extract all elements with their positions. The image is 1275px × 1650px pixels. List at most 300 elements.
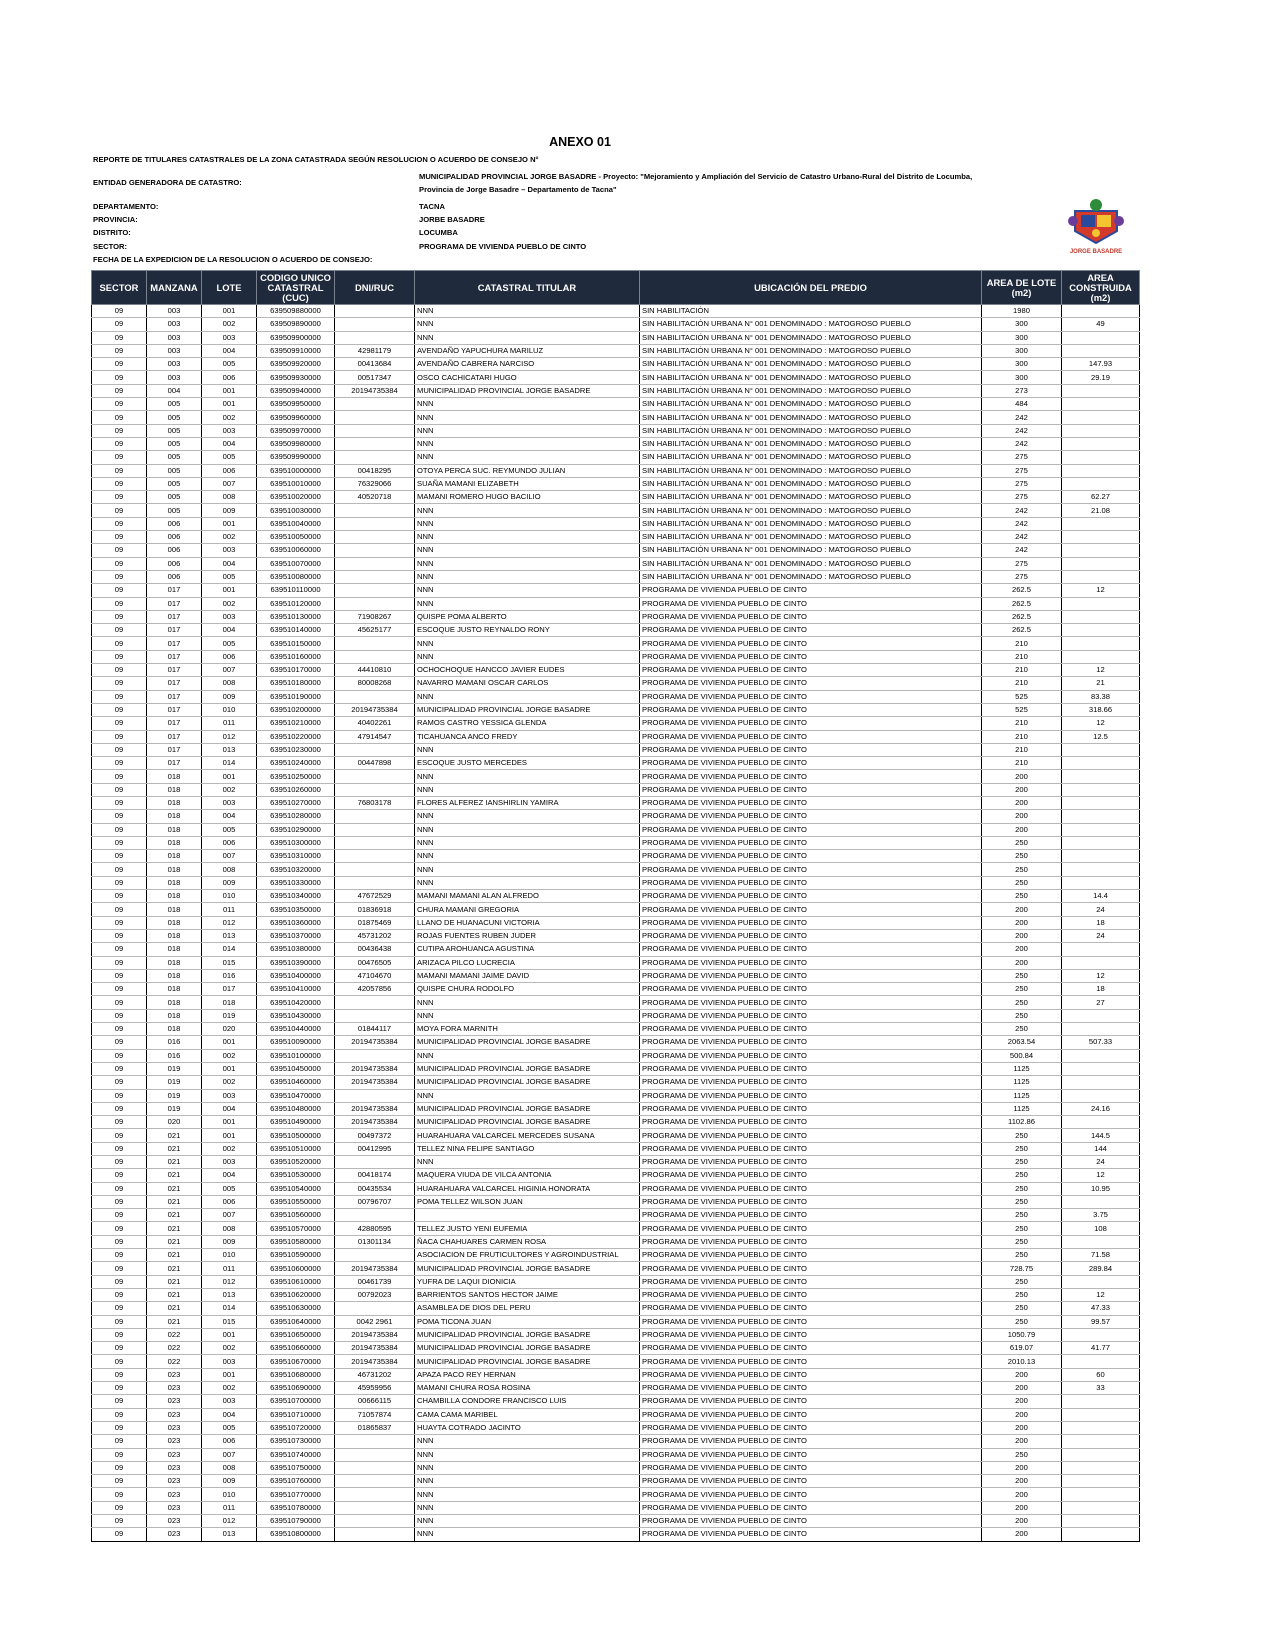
lote-cell: 009 bbox=[202, 504, 257, 517]
table-row bbox=[92, 1262, 1140, 1275]
dni-ruc-cell: 01301134 bbox=[335, 1235, 415, 1248]
entity-label: ENTIDAD GENERADORA DE CATASTRO: bbox=[93, 178, 242, 187]
sector-cell: 09 bbox=[92, 1302, 147, 1315]
area-construida-cell bbox=[1062, 1501, 1140, 1514]
sector-cell: 09 bbox=[92, 1355, 147, 1368]
sector-cell: 09 bbox=[92, 1235, 147, 1248]
area-construida-cell bbox=[1062, 305, 1140, 318]
dni-ruc-cell bbox=[335, 1249, 415, 1262]
cuc-cell: 639510660000 bbox=[257, 1342, 335, 1355]
manzana-cell: 022 bbox=[147, 1328, 202, 1341]
table-row bbox=[92, 1461, 1140, 1474]
cuc-cell: 639510070000 bbox=[257, 557, 335, 570]
lote-cell: 002 bbox=[202, 783, 257, 796]
ubicacion-cell: PROGRAMA DE VIVIENDA PUEBLO DE CINTO bbox=[640, 1501, 982, 1514]
sector-cell: 09 bbox=[92, 1089, 147, 1102]
table-row bbox=[92, 1355, 1140, 1368]
manzana-cell: 003 bbox=[147, 305, 202, 318]
dni-ruc-cell bbox=[335, 544, 415, 557]
manzana-cell: 018 bbox=[147, 810, 202, 823]
cuc-cell: 639510060000 bbox=[257, 544, 335, 557]
lote-cell: 004 bbox=[202, 1408, 257, 1421]
manzana-cell: 006 bbox=[147, 517, 202, 530]
lote-cell: 006 bbox=[202, 464, 257, 477]
manzana-cell: 019 bbox=[147, 1076, 202, 1089]
titular-cell bbox=[415, 1209, 640, 1222]
table-row bbox=[92, 903, 1140, 916]
area-lote-cell: 525 bbox=[982, 690, 1062, 703]
lote-cell: 018 bbox=[202, 996, 257, 1009]
cuc-cell: 639509960000 bbox=[257, 411, 335, 424]
cuc-cell: 639510540000 bbox=[257, 1182, 335, 1195]
manzana-cell: 017 bbox=[147, 730, 202, 743]
dni-ruc-cell bbox=[335, 1501, 415, 1514]
lote-cell: 002 bbox=[202, 597, 257, 610]
entity-value-line2: Provincia de Jorge Basadre – Departamento de Tacna" bbox=[419, 185, 617, 194]
sector-cell: 09 bbox=[92, 1515, 147, 1528]
cuc-cell: 639510500000 bbox=[257, 1129, 335, 1142]
lote-cell: 001 bbox=[202, 1129, 257, 1142]
table-row bbox=[92, 836, 1140, 849]
sector-cell: 09 bbox=[92, 1288, 147, 1301]
dni-ruc-cell bbox=[335, 557, 415, 570]
sector-cell: 09 bbox=[92, 1129, 147, 1142]
area-lote-cell: 250 bbox=[982, 1302, 1062, 1315]
manzana-cell: 005 bbox=[147, 451, 202, 464]
table-row bbox=[92, 504, 1140, 517]
titular-cell: NNN bbox=[415, 1089, 640, 1102]
area-construida-cell bbox=[1062, 1235, 1140, 1248]
titular-cell: NNN bbox=[415, 863, 640, 876]
manzana-cell: 017 bbox=[147, 637, 202, 650]
table-row bbox=[92, 1076, 1140, 1089]
dni-ruc-cell: 44410810 bbox=[335, 664, 415, 677]
area-construida-cell bbox=[1062, 1275, 1140, 1288]
ubicacion-cell: PROGRAMA DE VIVIENDA PUEBLO DE CINTO bbox=[640, 1195, 982, 1208]
manzana-cell: 023 bbox=[147, 1435, 202, 1448]
dni-ruc-cell: 00413684 bbox=[335, 358, 415, 371]
area-construida-cell bbox=[1062, 477, 1140, 490]
cuc-cell: 639509940000 bbox=[257, 384, 335, 397]
cuc-cell: 639510490000 bbox=[257, 1116, 335, 1129]
ubicacion-cell: PROGRAMA DE VIVIENDA PUEBLO DE CINTO bbox=[640, 810, 982, 823]
lote-cell: 008 bbox=[202, 677, 257, 690]
area-lote-cell: 275 bbox=[982, 477, 1062, 490]
ubicacion-cell: SIN HABILITACIÓN URBANA N° 001 DENOMINADO : MATOGROSO PUEBLO bbox=[640, 398, 982, 411]
ubicacion-cell: PROGRAMA DE VIVIENDA PUEBLO DE CINTO bbox=[640, 770, 982, 783]
cuc-cell: 639510610000 bbox=[257, 1275, 335, 1288]
area-lote-cell: 250 bbox=[982, 1288, 1062, 1301]
ubicacion-cell: SIN HABILITACIÓN URBANA N° 001 DENOMINADO : MATOGROSO PUEBLO bbox=[640, 358, 982, 371]
area-construida-cell bbox=[1062, 1515, 1140, 1528]
manzana-cell: 006 bbox=[147, 544, 202, 557]
cuc-cell: 639510800000 bbox=[257, 1528, 335, 1541]
titular-cell: MUNICIPALIDAD PROVINCIAL JORGE BASADRE bbox=[415, 1062, 640, 1075]
area-lote-cell: 250 bbox=[982, 1169, 1062, 1182]
cuc-cell: 639510280000 bbox=[257, 810, 335, 823]
sector-cell: 09 bbox=[92, 757, 147, 770]
manzana-cell: 005 bbox=[147, 437, 202, 450]
cuc-cell: 639510690000 bbox=[257, 1382, 335, 1395]
manzana-cell: 005 bbox=[147, 504, 202, 517]
area-lote-cell: 262.5 bbox=[982, 624, 1062, 637]
area-lote-cell: 250 bbox=[982, 1129, 1062, 1142]
manzana-cell: 021 bbox=[147, 1288, 202, 1301]
cuc-cell: 639510320000 bbox=[257, 863, 335, 876]
table-row bbox=[92, 305, 1140, 318]
area-lote-cell: 1125 bbox=[982, 1076, 1062, 1089]
area-lote-cell: 242 bbox=[982, 531, 1062, 544]
col-header-dni-ruc: DNI/RUC bbox=[335, 271, 415, 305]
table-row bbox=[92, 796, 1140, 809]
distrito-value: LOCUMBA bbox=[419, 228, 458, 237]
dni-ruc-cell: 20194735384 bbox=[335, 703, 415, 716]
lote-cell: 001 bbox=[202, 1328, 257, 1341]
cuc-cell: 639510560000 bbox=[257, 1209, 335, 1222]
table-row bbox=[92, 464, 1140, 477]
area-construida-cell: 147.93 bbox=[1062, 358, 1140, 371]
cuc-cell: 639510190000 bbox=[257, 690, 335, 703]
ubicacion-cell: PROGRAMA DE VIVIENDA PUEBLO DE CINTO bbox=[640, 1222, 982, 1235]
dni-ruc-cell bbox=[335, 836, 415, 849]
cuc-cell: 639510630000 bbox=[257, 1302, 335, 1315]
area-lote-cell: 200 bbox=[982, 1382, 1062, 1395]
dni-ruc-cell bbox=[335, 770, 415, 783]
cuc-cell: 639509880000 bbox=[257, 305, 335, 318]
lote-cell: 013 bbox=[202, 1288, 257, 1301]
area-lote-cell: 250 bbox=[982, 1009, 1062, 1022]
table-row bbox=[92, 1435, 1140, 1448]
titular-cell: ASOCIACION DE FRUTICULTORES Y AGROINDUSTRIAL bbox=[415, 1249, 640, 1262]
area-lote-cell: 250 bbox=[982, 983, 1062, 996]
sector-cell: 09 bbox=[92, 863, 147, 876]
manzana-cell: 003 bbox=[147, 371, 202, 384]
titular-cell: OTOYA PERCA SUC. REYMUNDO JULIAN bbox=[415, 464, 640, 477]
lote-cell: 009 bbox=[202, 690, 257, 703]
table-row bbox=[92, 1448, 1140, 1461]
table-row bbox=[92, 823, 1140, 836]
area-lote-cell: 210 bbox=[982, 664, 1062, 677]
area-construida-cell bbox=[1062, 1408, 1140, 1421]
manzana-cell: 018 bbox=[147, 863, 202, 876]
area-construida-cell bbox=[1062, 398, 1140, 411]
dni-ruc-cell: 45959956 bbox=[335, 1382, 415, 1395]
area-construida-cell: 12 bbox=[1062, 664, 1140, 677]
table-row bbox=[92, 770, 1140, 783]
table-row bbox=[92, 477, 1140, 490]
ubicacion-cell: PROGRAMA DE VIVIENDA PUEBLO DE CINTO bbox=[640, 836, 982, 849]
ubicacion-cell: PROGRAMA DE VIVIENDA PUEBLO DE CINTO bbox=[640, 890, 982, 903]
lote-cell: 005 bbox=[202, 358, 257, 371]
titular-cell: MUNICIPALIDAD PROVINCIAL JORGE BASADRE bbox=[415, 1116, 640, 1129]
cuc-cell: 639510590000 bbox=[257, 1249, 335, 1262]
sector-cell: 09 bbox=[92, 1528, 147, 1541]
sector-cell: 09 bbox=[92, 996, 147, 1009]
ubicacion-cell: PROGRAMA DE VIVIENDA PUEBLO DE CINTO bbox=[640, 1475, 982, 1488]
ubicacion-cell: PROGRAMA DE VIVIENDA PUEBLO DE CINTO bbox=[640, 743, 982, 756]
table-row bbox=[92, 1342, 1140, 1355]
sector-cell: 09 bbox=[92, 1368, 147, 1381]
cuc-cell: 639510300000 bbox=[257, 836, 335, 849]
dni-ruc-cell: 20194735384 bbox=[335, 1342, 415, 1355]
sector-cell: 09 bbox=[92, 943, 147, 956]
cuc-cell: 639510260000 bbox=[257, 783, 335, 796]
dni-ruc-cell bbox=[335, 504, 415, 517]
sector-cell: 09 bbox=[92, 637, 147, 650]
lote-cell: 003 bbox=[202, 1156, 257, 1169]
area-construida-cell: 41.77 bbox=[1062, 1342, 1140, 1355]
titular-cell: NNN bbox=[415, 1448, 640, 1461]
ubicacion-cell: PROGRAMA DE VIVIENDA PUEBLO DE CINTO bbox=[640, 1488, 982, 1501]
area-lote-cell: 200 bbox=[982, 796, 1062, 809]
entity-value-line1: MUNICIPALIDAD PROVINCIAL JORGE BASADRE - Proyecto: "Mejoramiento y Ampliación del Servicio de Catastro Urbano-Rural del Distrito de Locumba, bbox=[419, 172, 973, 181]
lote-cell: 002 bbox=[202, 411, 257, 424]
area-lote-cell: 275 bbox=[982, 570, 1062, 583]
cuc-cell: 639510770000 bbox=[257, 1488, 335, 1501]
area-construida-cell: 144 bbox=[1062, 1142, 1140, 1155]
table-row bbox=[92, 437, 1140, 450]
area-lote-cell: 1050.79 bbox=[982, 1328, 1062, 1341]
cuc-cell: 639509920000 bbox=[257, 358, 335, 371]
lote-cell: 011 bbox=[202, 1262, 257, 1275]
cuc-cell: 639510000000 bbox=[257, 464, 335, 477]
dni-ruc-cell bbox=[335, 517, 415, 530]
manzana-cell: 023 bbox=[147, 1382, 202, 1395]
ubicacion-cell: SIN HABILITACIÓN URBANA N° 001 DENOMINADO : MATOGROSO PUEBLO bbox=[640, 318, 982, 331]
table-row bbox=[92, 1382, 1140, 1395]
lote-cell: 001 bbox=[202, 1036, 257, 1049]
ubicacion-cell: PROGRAMA DE VIVIENDA PUEBLO DE CINTO bbox=[640, 1395, 982, 1408]
ubicacion-cell: PROGRAMA DE VIVIENDA PUEBLO DE CINTO bbox=[640, 1288, 982, 1301]
cuc-cell: 639510440000 bbox=[257, 1023, 335, 1036]
area-lote-cell: 200 bbox=[982, 943, 1062, 956]
titular-cell: MUNICIPALIDAD PROVINCIAL JORGE BASADRE bbox=[415, 1076, 640, 1089]
dni-ruc-cell bbox=[335, 1461, 415, 1474]
area-lote-cell: 262.5 bbox=[982, 597, 1062, 610]
ubicacion-cell: SIN HABILITACIÓN URBANA N° 001 DENOMINADO : MATOGROSO PUEBLO bbox=[640, 570, 982, 583]
dni-ruc-cell bbox=[335, 1475, 415, 1488]
sector-cell: 09 bbox=[92, 1342, 147, 1355]
table-row bbox=[92, 491, 1140, 504]
dni-ruc-cell: 20194735384 bbox=[335, 1328, 415, 1341]
table-row bbox=[92, 850, 1140, 863]
area-construida-cell bbox=[1062, 411, 1140, 424]
cuc-cell: 639510220000 bbox=[257, 730, 335, 743]
area-lote-cell: 250 bbox=[982, 1222, 1062, 1235]
area-lote-cell: 250 bbox=[982, 836, 1062, 849]
table-row bbox=[92, 1049, 1140, 1062]
table-row bbox=[92, 1116, 1140, 1129]
table-row bbox=[92, 424, 1140, 437]
sector-cell: 09 bbox=[92, 1488, 147, 1501]
sector-cell: 09 bbox=[92, 1382, 147, 1395]
sector-cell: 09 bbox=[92, 650, 147, 663]
ubicacion-cell: PROGRAMA DE VIVIENDA PUEBLO DE CINTO bbox=[640, 1262, 982, 1275]
manzana-cell: 006 bbox=[147, 570, 202, 583]
ubicacion-cell: PROGRAMA DE VIVIENDA PUEBLO DE CINTO bbox=[640, 1209, 982, 1222]
lote-cell: 004 bbox=[202, 437, 257, 450]
table-row bbox=[92, 1368, 1140, 1381]
area-lote-cell: 200 bbox=[982, 1488, 1062, 1501]
table-row bbox=[92, 398, 1140, 411]
lote-cell: 010 bbox=[202, 890, 257, 903]
sector-cell: 09 bbox=[92, 597, 147, 610]
dni-ruc-cell bbox=[335, 1515, 415, 1528]
titular-cell: TELLEZ NINA FELIPE SANTIAGO bbox=[415, 1142, 640, 1155]
titular-cell: NNN bbox=[415, 783, 640, 796]
area-lote-cell: 275 bbox=[982, 464, 1062, 477]
cuc-cell: 639510730000 bbox=[257, 1435, 335, 1448]
titular-cell: MAQUERA VIUDA DE VILCA ANTONIA bbox=[415, 1169, 640, 1182]
manzana-cell: 017 bbox=[147, 690, 202, 703]
area-lote-cell: 1980 bbox=[982, 305, 1062, 318]
area-lote-cell: 250 bbox=[982, 1275, 1062, 1288]
titular-cell: NNN bbox=[415, 876, 640, 889]
manzana-cell: 017 bbox=[147, 597, 202, 610]
dni-ruc-cell bbox=[335, 1435, 415, 1448]
area-construida-cell bbox=[1062, 876, 1140, 889]
lote-cell: 014 bbox=[202, 943, 257, 956]
lote-cell: 009 bbox=[202, 876, 257, 889]
manzana-cell: 021 bbox=[147, 1262, 202, 1275]
ubicacion-cell: PROGRAMA DE VIVIENDA PUEBLO DE CINTO bbox=[640, 1102, 982, 1115]
area-construida-cell: 289.84 bbox=[1062, 1262, 1140, 1275]
dni-ruc-cell: 47672529 bbox=[335, 890, 415, 903]
area-construida-cell: 49 bbox=[1062, 318, 1140, 331]
dni-ruc-cell: 45625177 bbox=[335, 624, 415, 637]
cuc-cell: 639510010000 bbox=[257, 477, 335, 490]
lote-cell: 002 bbox=[202, 1049, 257, 1062]
ubicacion-cell: SIN HABILITACIÓN URBANA N° 001 DENOMINADO : MATOGROSO PUEBLO bbox=[640, 557, 982, 570]
titular-cell: NNN bbox=[415, 544, 640, 557]
cuc-cell: 639510450000 bbox=[257, 1062, 335, 1075]
area-construida-cell: 21.08 bbox=[1062, 504, 1140, 517]
area-construida-cell bbox=[1062, 610, 1140, 623]
sector-cell: 09 bbox=[92, 305, 147, 318]
manzana-cell: 021 bbox=[147, 1209, 202, 1222]
area-lote-cell: 200 bbox=[982, 903, 1062, 916]
lote-cell: 008 bbox=[202, 1222, 257, 1235]
ubicacion-cell: PROGRAMA DE VIVIENDA PUEBLO DE CINTO bbox=[640, 1528, 982, 1541]
titular-cell: NNN bbox=[415, 1528, 640, 1541]
sector-cell: 09 bbox=[92, 557, 147, 570]
titular-cell: NNN bbox=[415, 331, 640, 344]
area-construida-cell: 12 bbox=[1062, 1288, 1140, 1301]
table-row bbox=[92, 969, 1140, 982]
area-construida-cell: 12 bbox=[1062, 1169, 1140, 1182]
lote-cell: 005 bbox=[202, 451, 257, 464]
ubicacion-cell: PROGRAMA DE VIVIENDA PUEBLO DE CINTO bbox=[640, 690, 982, 703]
titular-cell: NNN bbox=[415, 570, 640, 583]
ubicacion-cell: PROGRAMA DE VIVIENDA PUEBLO DE CINTO bbox=[640, 1315, 982, 1328]
table-row bbox=[92, 1528, 1140, 1541]
cuc-cell: 639510100000 bbox=[257, 1049, 335, 1062]
dni-ruc-cell: 01865837 bbox=[335, 1421, 415, 1434]
lote-cell: 016 bbox=[202, 969, 257, 982]
lote-cell: 003 bbox=[202, 544, 257, 557]
ubicacion-cell: PROGRAMA DE VIVIENDA PUEBLO DE CINTO bbox=[640, 929, 982, 942]
titular-cell: ARIZACA PILCO LUCRECIA bbox=[415, 956, 640, 969]
area-lote-cell: 250 bbox=[982, 863, 1062, 876]
sector-cell: 09 bbox=[92, 584, 147, 597]
ubicacion-cell: PROGRAMA DE VIVIENDA PUEBLO DE CINTO bbox=[640, 1382, 982, 1395]
ubicacion-cell: PROGRAMA DE VIVIENDA PUEBLO DE CINTO bbox=[640, 1355, 982, 1368]
cuc-cell: 639510170000 bbox=[257, 664, 335, 677]
lote-cell: 011 bbox=[202, 903, 257, 916]
area-lote-cell: 200 bbox=[982, 1501, 1062, 1514]
area-construida-cell: 12 bbox=[1062, 969, 1140, 982]
table-row bbox=[92, 1036, 1140, 1049]
lote-cell: 001 bbox=[202, 1368, 257, 1381]
ubicacion-cell: SIN HABILITACIÓN URBANA N° 001 DENOMINADO : MATOGROSO PUEBLO bbox=[640, 517, 982, 530]
table-row bbox=[92, 677, 1140, 690]
dni-ruc-cell bbox=[335, 531, 415, 544]
cuc-cell: 639510240000 bbox=[257, 757, 335, 770]
sector-cell: 09 bbox=[92, 1076, 147, 1089]
col-header-cuc: CODIGO UNICO CATASTRAL (CUC) bbox=[257, 271, 335, 305]
dni-ruc-cell bbox=[335, 437, 415, 450]
lote-cell: 003 bbox=[202, 610, 257, 623]
sector-cell: 09 bbox=[92, 823, 147, 836]
sector-cell: 09 bbox=[92, 836, 147, 849]
table-row bbox=[92, 1315, 1140, 1328]
table-row bbox=[92, 1222, 1140, 1235]
table-row bbox=[92, 929, 1140, 942]
area-construida-cell bbox=[1062, 1116, 1140, 1129]
lote-cell: 020 bbox=[202, 1023, 257, 1036]
table-row bbox=[92, 1089, 1140, 1102]
manzana-cell: 016 bbox=[147, 1036, 202, 1049]
dni-ruc-cell: 71908267 bbox=[335, 610, 415, 623]
sector-cell: 09 bbox=[92, 796, 147, 809]
sector-cell: 09 bbox=[92, 903, 147, 916]
cuc-cell: 639510050000 bbox=[257, 531, 335, 544]
cuc-cell: 639510330000 bbox=[257, 876, 335, 889]
area-lote-cell: 300 bbox=[982, 318, 1062, 331]
table-row bbox=[92, 730, 1140, 743]
dni-ruc-cell bbox=[335, 398, 415, 411]
distrito-label: DISTRITO: bbox=[93, 228, 131, 237]
col-header-lote: LOTE bbox=[202, 271, 257, 305]
area-construida-cell bbox=[1062, 531, 1140, 544]
area-construida-cell bbox=[1062, 597, 1140, 610]
titular-cell: NNN bbox=[415, 1488, 640, 1501]
area-lote-cell: 2010.13 bbox=[982, 1355, 1062, 1368]
manzana-cell: 018 bbox=[147, 796, 202, 809]
manzana-cell: 021 bbox=[147, 1182, 202, 1195]
ubicacion-cell: PROGRAMA DE VIVIENDA PUEBLO DE CINTO bbox=[640, 1009, 982, 1022]
manzana-cell: 017 bbox=[147, 717, 202, 730]
titular-cell: MUNICIPALIDAD PROVINCIAL JORGE BASADRE bbox=[415, 1355, 640, 1368]
sector-cell: 09 bbox=[92, 916, 147, 929]
ubicacion-cell: PROGRAMA DE VIVIENDA PUEBLO DE CINTO bbox=[640, 610, 982, 623]
table-row bbox=[92, 1023, 1140, 1036]
manzana-cell: 005 bbox=[147, 398, 202, 411]
cuc-cell: 639509980000 bbox=[257, 437, 335, 450]
titulares-table bbox=[91, 270, 1140, 1542]
cuc-cell: 639510020000 bbox=[257, 491, 335, 504]
titular-cell: NNN bbox=[415, 637, 640, 650]
area-construida-cell bbox=[1062, 1076, 1140, 1089]
sector-cell: 09 bbox=[92, 1395, 147, 1408]
dni-ruc-cell: 20194735384 bbox=[335, 1062, 415, 1075]
page-title: ANEXO 01 bbox=[549, 135, 611, 149]
area-lote-cell: 275 bbox=[982, 451, 1062, 464]
dni-ruc-cell bbox=[335, 823, 415, 836]
titular-cell: NNN bbox=[415, 996, 640, 1009]
area-construida-cell bbox=[1062, 1062, 1140, 1075]
lote-cell: 008 bbox=[202, 863, 257, 876]
